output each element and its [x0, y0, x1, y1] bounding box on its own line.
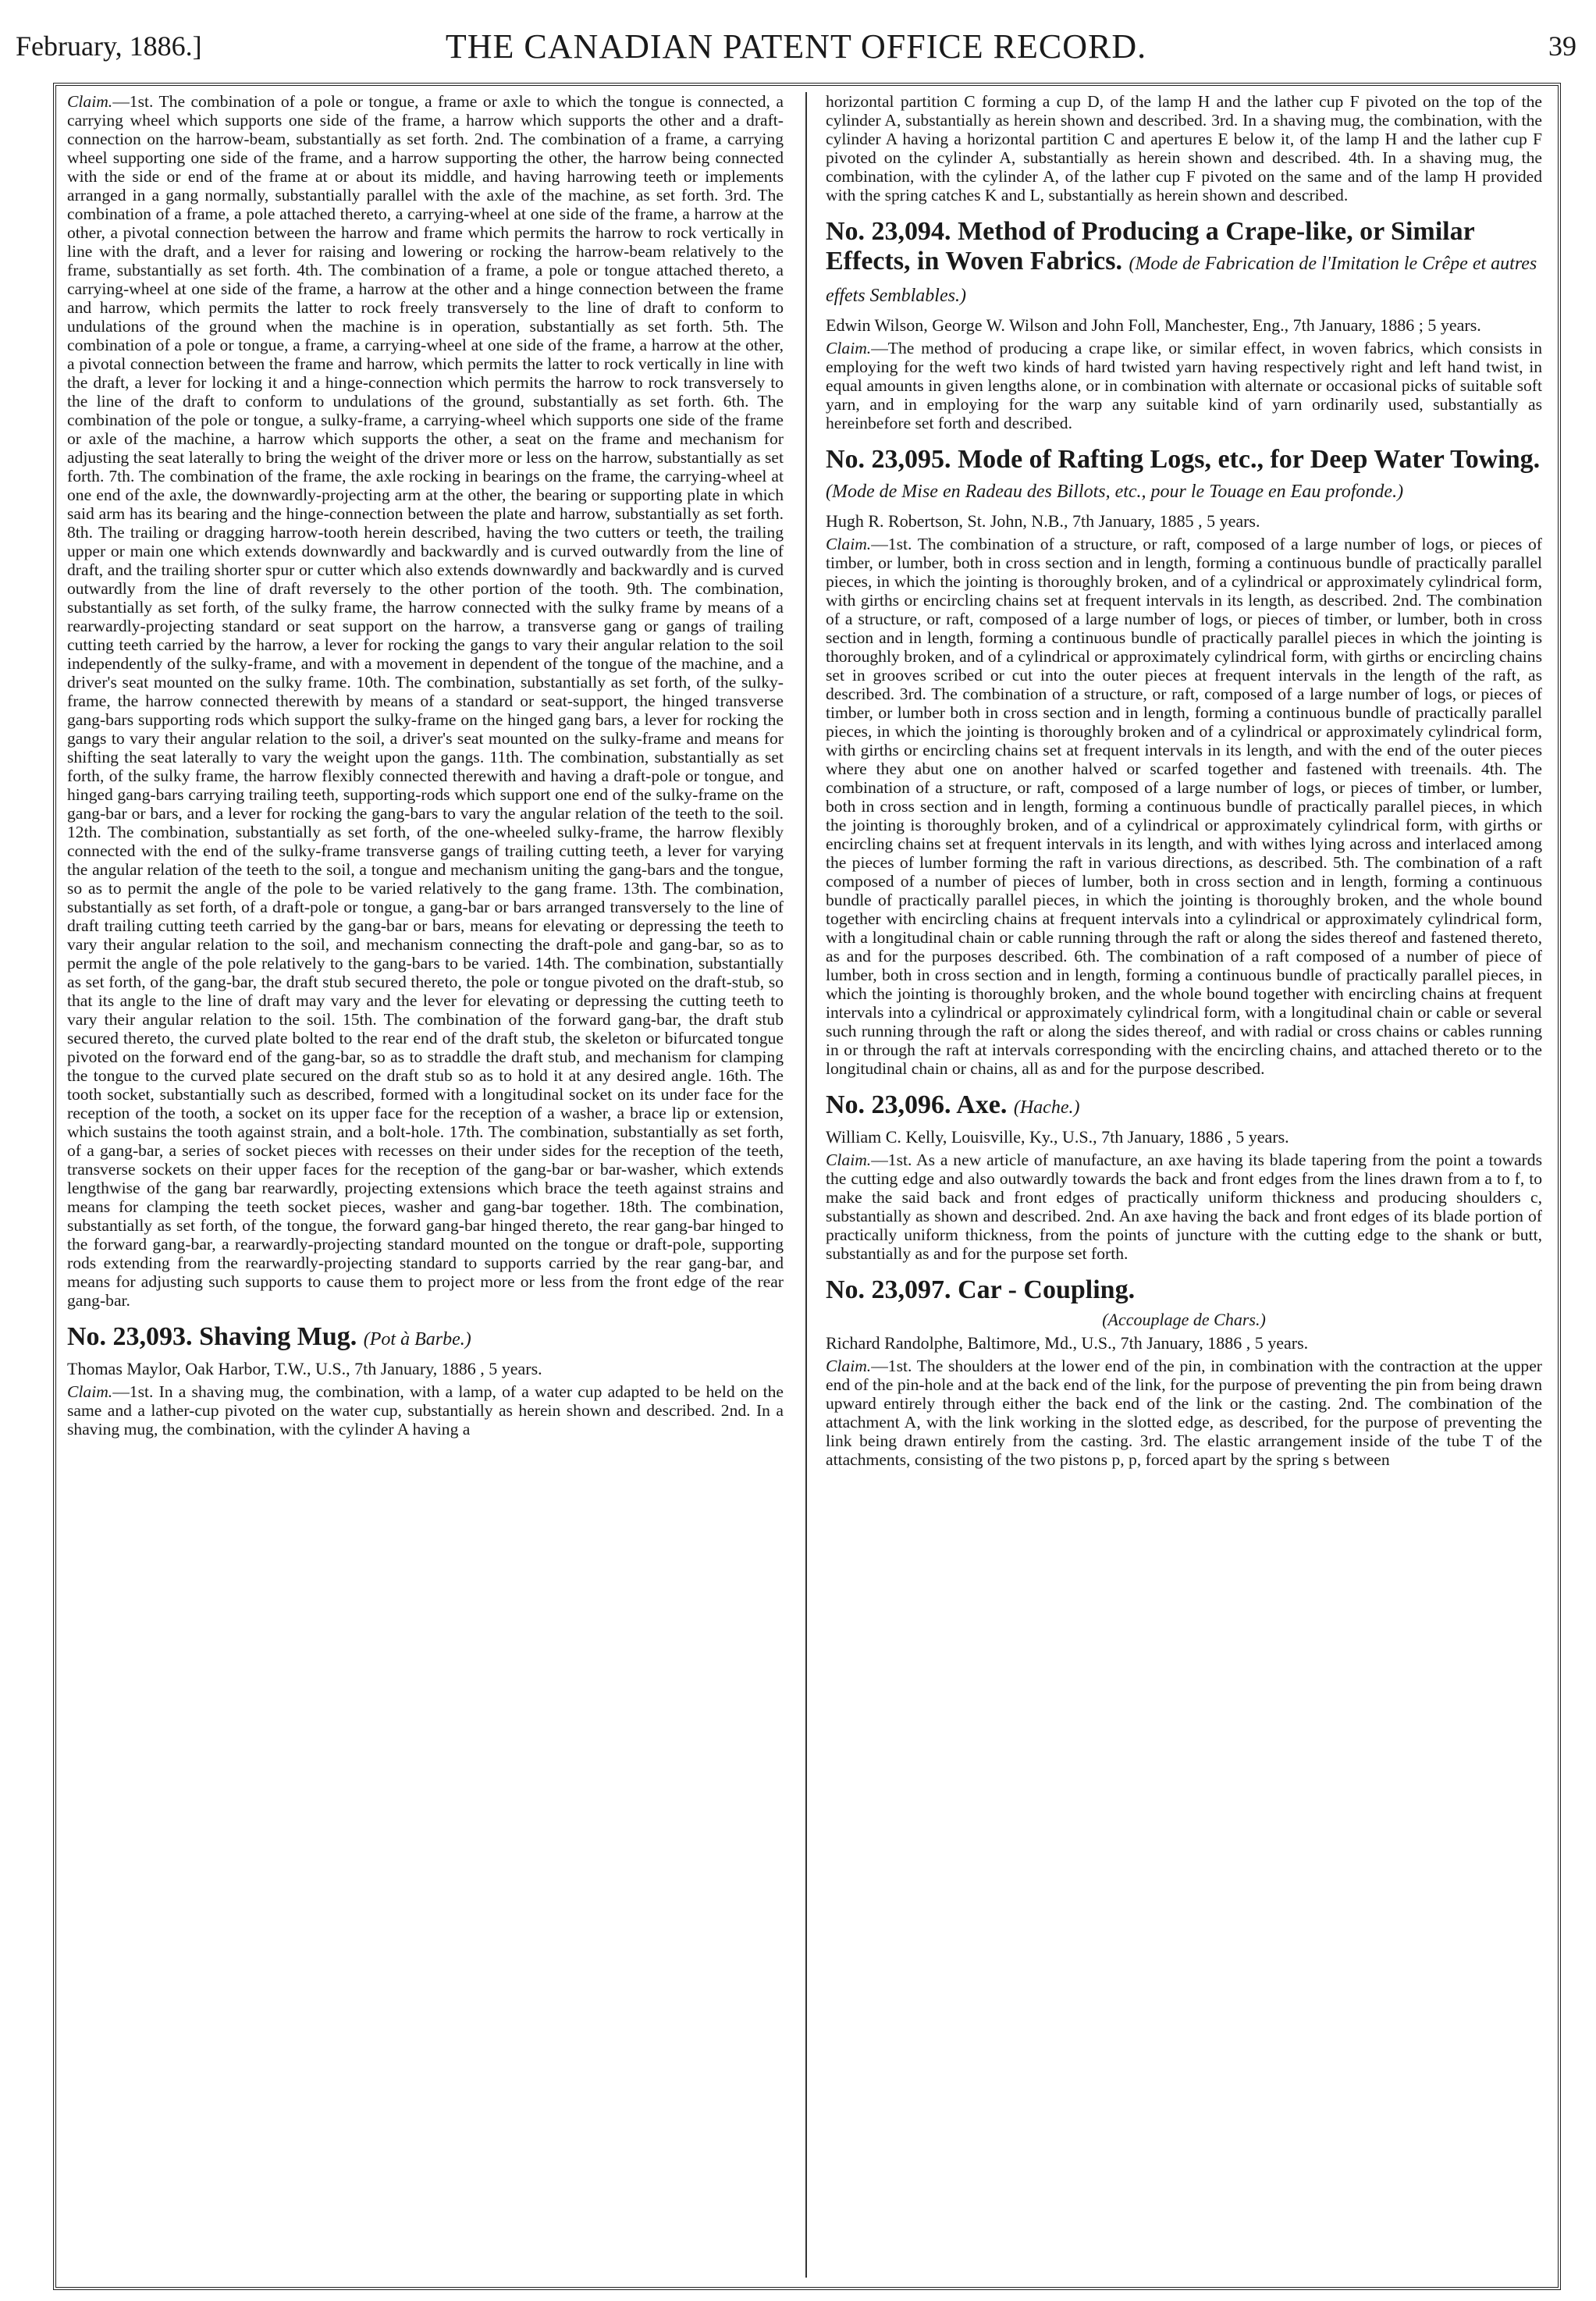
patent-heading	[67, 1322, 784, 1354]
patent-claim: Claim.—1st. As a new article of manufacture, an axe having its blade tapering from the point a towards the cutting edge and also outwardly towards the back and front edges from the lines drawn from a to f, to make the said back and front edges of practically uniform thickness and producing shoulders c, substantially as shown and described. 2nd. An axe having the back and front edges of its blade portion of practically uniform thickness, from the points of juncture with the cutting edge to the shank or butt, substantially as and for the purpose set forth.	[826, 1150, 1542, 1263]
patent-number: No. 23,097.	[826, 1275, 951, 1304]
patent-entry-23096	[826, 1090, 1542, 1263]
patent-heading	[826, 1275, 1542, 1305]
patent-title-french: (Mode de Fabrication de l'Imitation le Crêpe et autres effets Semblables.)	[826, 254, 1537, 306]
publication-title: THE CANADIAN PATENT OFFICE RECORD.	[445, 27, 1147, 66]
patent-number: No. 23,094.	[826, 217, 951, 246]
patent-title-french: (Hache.)	[1013, 1097, 1080, 1118]
issue-date: February, 1886.]	[16, 30, 202, 62]
left-column	[67, 92, 784, 2278]
patent-entry-23095	[826, 445, 1542, 1078]
patent-title: Shaving Mug.	[199, 1322, 357, 1351]
claim-continuation: horizontal partition C forming a cup D, of the lamp H and the lather cup F pivoted on the top of the cylinder A, substantially as herein shown and described. 3rd. In a shaving mug, the combination, with the cylinder A having a horizontal partition C and apertures E below it, of the lamp H and the lather cup F pivoted on the cylinder A, substantially as herein shown and described. 4th. In a shaving mug, the combination, with the cylinder A, of the lather cup F pivoted on the same and of the lamp H provided with the spring catches K and L, substantially as herein shown and described.	[826, 92, 1542, 204]
patent-number: No. 23,093.	[67, 1322, 193, 1351]
page-number: 39	[1548, 30, 1576, 62]
patent-claim: Claim.—1st. The shoulders at the lower end of the pin, in combination with the contraction at the upper end of the pin-hole and at the back end of the link, for the purpose of preventing the pin from being drawn upward entirely through either the back end of the link or the casting. 2nd. The combination of the attachment A, with the link working in the slotted edge, as described, for the purpose of preventing the link being drawn entirely from the casting. 3rd. The elastic arrangement inside of the tube T of the attachments, consisting of the two pistons p, p, forced apart by the spring s between	[826, 1357, 1542, 1469]
patent-claim: Claim.—1st. In a shaving mug, the combination, with a lamp, of a water cup adapted to be held on the same and a lather-cup pivoted on the water cup, substantially as herein shown and described. 2nd. In a shaving mug, the combination, with the cylinder A having a	[67, 1382, 784, 1439]
claim-text-continued: Claim.—1st. The combination of a pole or tongue, a frame or axle to which the tongue is connected, a carrying wheel which supports one side of the frame, a harrow which supports the other and a draft-connection on the harrow-beam, substantially as set forth. 2nd. The combination of a frame, a carrying wheel supporting one side of the frame, and a harrow supporting the other, the harrow being connected with the side or end of the frame at or about its middle, and having harrowing teeth or implements arranged in a gang normally, substantially parallel with the axle of the machine, as set forth. 3rd. The combination of a frame, a pole attached thereto, a carrying-wheel at one side of the frame, a harrow at the other, a pivotal connection between the harrow and frame which permits the harrow to rock vertically in line with the draft, and a lever for raising and lowering or rocking the harrow-beam relatively to the frame, substantially as set forth. 4th. The combination of a frame, a pole or tongue attached thereto, a carrying-wheel at one side of the frame, a harrow at the other and a hinge connection between the frame and harrow, which permits the latter to rock freely transversely to the line of draft to conform to undulations of the ground when the machine is in operation, substantially as set forth. 5th. The combination of a pole or tongue, a frame, a carrying-wheel at one side of the frame, a harrow at the other, a pivotal connection between the frame and harrow, which permits the latter to rock vertically in line with the draft, a lever for locking it and a hinge-connection which permits the harrow to rock transversely to the line of the draft to conform to undulations of the ground, substantially as set forth. 6th. The combination of the pole or tongue, a sulky-frame, a carrying-wheel which supports one side of the frame or axle of the machine, a harrow which supports the other, a seat on the frame and mechanism for adjusting the seat laterally to bring the weight of the driver more or less on the harrow, substantially as set forth. 7th. The combination of the frame, the axle rocking in bearings on the frame, the carrying-wheel at one end of the axle, the downwardly-projecting arm at the other, the bearing or supporting plate in which said arm has its bearing and the hinge-connection between the plate and harrow, substantially as set forth. 8th. The trailing or dragging harrow-tooth herein described, having the two cutters or teeth, the trailing upper or main one which extends downwardly and backwardly and is curved outwardly from the line of draft, and the trailing shorter spur or cutter which also extends downwardly and backwardly and is curved outwardly from the line of draft reversely to the other portion of the tooth. 9th. The combination, substantially as set forth, of the sulky frame, the harrow connected with the sulky frame by means of a rearwardly-projecting standard or seat support on the harrow, a transverse gang or gangs of trailing cutting teeth carried by the harrow, a lever for rocking the gangs to vary their angular relation to the soil independently of the sulky-frame, and with a movement in dependent of the tongue of the machine, and a driver's seat mounted on the sulky frame. 10th. The combination, substantially as set forth, of the sulky-frame, the harrow connected therewith by means of a standard or seat-support, the hinged transverse gang-bars supporting rods which support the sulky-frame on the hinged gang bars, a lever for rocking the gangs to vary their angular relation to the soil, a driver's seat mounted on the sulky-frame and means for shifting the seat laterally to vary the weight upon the gangs. 11th. The combination, substantially as set forth, of the sulky frame, the harrow flexibly connected therewith and having a draft-pole or tongue, and hinged gang-bars carrying trailing teeth, supporting-rods which support one end of the sulky-frame on the gang-bar or bars, and a lever for rocking the gang-bars to vary the angular relation of the teeth to the soil. 12th. The combination, substantially as set forth, of the one-wheeled sulky-frame, the harrow flexibly connected with the end of the sulky-frame transverse gangs of trailing cutting teeth, a lever for varying the angular relation of the teeth to the soil, a tongue and mechanism uniting the gang-bars and the tongue, so as to permit the angle of the pole to be varied relatively to the gang frame. 13th. The combination, substantially as set forth, of a draft-pole or tongue, a gang-bar or bars arranged transversely to the line of draft trailing cutting teeth carried by the gang-bar or bars, means for elevating or depressing the teeth to vary their angular relation to the soil, and mechanism connecting the draft-pole and gang-bar, so as to permit the angle of the pole relatively to the gang-bars to be varied. 14th. The combination, substantially as set forth, of the gang-bar, the draft stub secured thereto, the pole or tongue pivoted on the draft-stub, so that its angle to the line of draft may vary and the lever for elevating or depressing the cutting teeth to vary their angular relation to the soil. 15th. The combination of the forward gang-bar, the draft stub secured thereto, the curved plate bolted to the rear end of the draft stub, the skeleton or bifurcated tongue pivoted on the forward end of the gang-bar, so as to straddle the draft stub, and mechanism for clamping the tongue to the curved plate secured on the draft stub so as to hold it at any desired angle. 16th. The tooth socket, substantially such as described, formed with a longitudinal socket on its under face for the reception of the tooth, a socket on its upper face for the reception of a washer, a brace lip or extension, which sustains the tooth against strain, and a bolt-hole. 17th. The combination, substantially as set forth, of a gang-bar, a series of socket pieces with recesses on their under sides for the reception of the teeth, transverse sockets on their upper faces for the reception of the gang-bar or bar-washer, which extends lengthwise of the gang bar rearwardly, projecting extensions which brace the teeth against strains and means for clamping the teeth socket pieces, washer and gang-bar together. 18th. The combination, substantially as set forth, of the tongue, the forward gang-bar hinged thereto, the rear gang-bar hinged to the forward gang-bar, a rearwardly-projecting standard mounted on the tongue or draft-pole, supporting rods extending from the rearwardly-projecting standard to supports carried by the rear gang-bar, and means for adjusting such supports to cause them to project more or less from the front edge of the rear gang-bar.	[67, 92, 784, 1310]
patent-entry-23097	[826, 1275, 1542, 1469]
patent-heading	[826, 445, 1542, 507]
patent-title: Axe.	[956, 1090, 1008, 1119]
patent-number: No. 23,095.	[826, 445, 951, 474]
right-column	[826, 92, 1542, 2278]
patent-title: Car - Coupling.	[958, 1275, 1136, 1304]
patent-inventor: William C. Kelly, Louisville, Ky., U.S., 7th January, 1886 , 5 years.	[826, 1127, 1289, 1147]
patent-title-french: (Accouplage de Chars.)	[1102, 1310, 1266, 1329]
patent-inventor: Thomas Maylor, Oak Harbor, T.W., U.S., 7th January, 1886 , 5 years.	[67, 1359, 542, 1378]
patent-inventor: Hugh R. Robertson, St. John, N.B., 7th January, 1885 , 5 years.	[826, 511, 1260, 531]
patent-inventor: Richard Randolphe, Baltimore, Md., U.S., 7th January, 1886 , 5 years.	[826, 1333, 1309, 1353]
patent-claim: Claim.—The method of producing a crape like, or similar effect, in woven fabrics, which consists in employing for the weft two kinds of hard twisted yarn having respectively right and left hand twist, in equal amounts in given lengths alone, or in combination with alternate or occasional picks of suitable soft yarn, and in employing for the warp any suitable kind of yarn ordinarily used, substantially as hereinbefore set forth and described.	[826, 339, 1542, 432]
patent-entry-23093	[67, 1322, 784, 1439]
patent-heading	[826, 1090, 1542, 1122]
patent-claim: Claim.—1st. The combination of a structure, or raft, composed of a large number of logs, or pieces of timber, or lumber, both in cross section and in length, forming a continuous bundle of practically parallel pieces, in which the jointing is thoroughly broken, and of a cylindrical or approximately cylindrical form, with girths or encircling chains set at frequent intervals in its length, as described. 2nd. The combination of a structure, or raft, composed of a large number of logs, or pieces of timber, or lumber, both in cross section and in length, forming a continuous bundle of practically parallel pieces in which the jointing is thoroughly broken, and of a cylindrical or approximately cylindrical form, with girths or encircling chains set in grooves scribed or cut into the outer pieces at frequent intervals in the length of the raft, as described. 3rd. The combination of a structure, or raft, composed of a large number of logs, or pieces of timber, or lumber both in cross section and in length, forming a continuous bundle of practically parallel pieces, in which the jointing is thoroughly broken and of a cylindrical or approximately cylindrical form, with girths or encircling chains set at frequent intervals in its length, and with the end of the outer pieces where they abut one on another halved or scarfed together and fastened with treenails. 4th. The combination of a structure, or raft, composed of a large number of logs, or pieces of timber, or lumber, both in cross section and in length, forming a continuous bundle of practically parallel pieces, in which the jointing is thoroughly broken, and of a cylindrical or approximately cylindrical form, with girths or encircling chains set at frequent intervals in its length, and with withes lying across and interlaced among the pieces of lumber forming the raft in various directions, as described. 5th. The combination of a raft composed of a number of pieces of lumber, both in cross section and in length, forming a continuous bundle of practically parallel pieces, in which the jointing is thoroughly broken, and the whole bound together with encircling chains at frequent intervals into a cylindrical or approximately cylindrical form, with a longitudinal chain or cable running through the raft or along the sides thereof and fastened thereto, as and for the purposes described. 6th. The combination of a raft composed of a number of piece of lumber, both in cross section and in length, forming a continuous bundle of practically parallel pieces, in which the jointing is thoroughly broken, and the whole bound together with encircling chains at frequent intervals into a cylindrical or approximately cylindrical form, with a longitudinal chain or cable or several such running through the raft or along the sides thereof, and with radial or cross chains or cables running in or through the raft at intervals corresponding with the encircling chains, and attached thereto or to the longitudinal chain or chains, all as and for the purpose described.	[826, 535, 1542, 1078]
patent-number: No. 23,096.	[826, 1090, 951, 1119]
patent-title-french: (Pot à Barbe.)	[363, 1329, 471, 1350]
patent-heading	[826, 217, 1542, 311]
patent-inventor: Edwin Wilson, George W. Wilson and John Foll, Manchester, Eng., 7th January, 1886 ; 5 years.	[826, 315, 1481, 335]
column-divider	[805, 92, 807, 2278]
patent-title: Mode of Rafting Logs, etc., for Deep Water Towing.	[958, 445, 1541, 474]
page-header	[16, 23, 1576, 70]
patent-title-french: (Mode de Mise en Radeau des Billots, etc., pour le Touage en Eau profonde.)	[826, 482, 1404, 502]
patent-entry-23094	[826, 217, 1542, 432]
patent-title: Method of Producing a Crape-like, or Similar Effects, in Woven Fabrics.	[826, 217, 1475, 276]
